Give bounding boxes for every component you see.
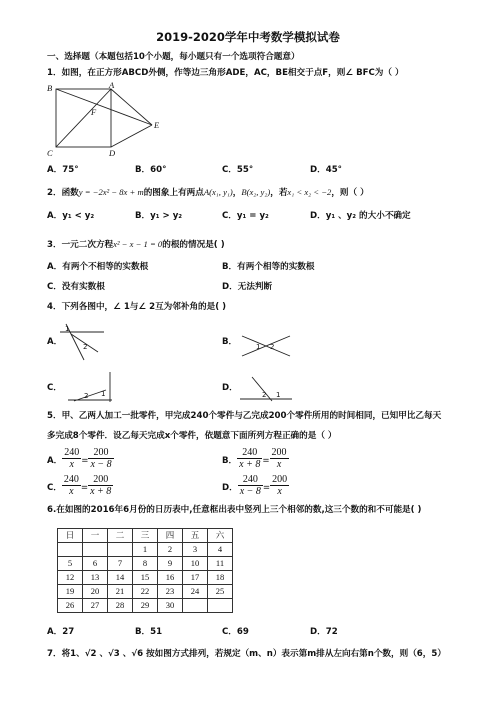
text-value: A． xyxy=(47,456,63,466)
calendar-header-row xyxy=(58,529,233,543)
q1-option-a: A．75° xyxy=(47,165,79,175)
text-value xyxy=(58,543,83,557)
fraction-part xyxy=(88,447,113,470)
q4-figure-d xyxy=(238,375,294,403)
text-value: 23 xyxy=(158,585,183,599)
question-5-line-2: 多完成8个零件．设乙每天完成x个零件，依题意下面所列方程正确的是（ ） xyxy=(47,431,337,441)
text-value: 1 xyxy=(133,543,158,557)
fraction-part xyxy=(62,474,81,497)
text-value: = xyxy=(262,483,271,493)
text-value: 18 xyxy=(208,571,233,585)
q3-text-2: 的根的情况是( ) xyxy=(162,240,225,250)
text-value: 13 xyxy=(83,571,108,585)
q4c-angle-2: 2 xyxy=(84,392,89,400)
text-value xyxy=(208,599,233,613)
text-value: 3 xyxy=(183,543,208,557)
text-value: 21 xyxy=(108,585,133,599)
q1-option-c: C．55° xyxy=(222,165,254,175)
question-3-stem xyxy=(47,239,225,251)
q2-point-b: B(x₂, y₂) xyxy=(241,187,271,197)
calendar-row xyxy=(58,557,233,571)
text-value: 240 xyxy=(64,447,80,458)
text-value: 11 xyxy=(208,557,233,571)
text-value: 17 xyxy=(183,571,208,585)
q4-figure-b xyxy=(240,333,292,359)
q4-figure-c xyxy=(66,370,114,404)
text-value: 22 xyxy=(133,585,158,599)
q4b-angle-1: 1 xyxy=(256,343,261,351)
calendar-header-cell: 五 xyxy=(183,529,208,543)
text-value: x − 8 xyxy=(90,459,112,470)
text-value: 19 xyxy=(58,585,83,599)
question-1-stem: 1．如图，在正方形ABCD外侧，作等边三角形ADE，AC，BE相交于点F，则∠ BFC为（ ） xyxy=(47,68,404,78)
text-value: B． xyxy=(222,456,238,466)
q3-text-1: 3．一元二次方程 xyxy=(47,240,114,250)
text-value xyxy=(183,599,208,613)
q5-option-d xyxy=(222,474,289,497)
label-e: E xyxy=(154,120,160,130)
label-a: A xyxy=(109,82,115,90)
text-value: 8 xyxy=(133,557,158,571)
calendar-header-cell: 一 xyxy=(83,529,108,543)
q4-figure-a xyxy=(58,322,106,362)
text-value: x + 8 xyxy=(90,486,112,497)
text-value: 30 xyxy=(158,599,183,613)
q6-option-d: D．72 xyxy=(310,627,338,637)
q1-option-d: D．45° xyxy=(310,165,342,175)
q4b-angle-2: 2 xyxy=(270,343,275,351)
question-7-stem: 7．将1、√2 、√3 、√6 按如图方式排列，若规定（m、n）表示第m排从左向右第n个数，则（6，5） xyxy=(47,649,446,659)
q2-option-a: A．y₁ < y₂ xyxy=(47,211,95,221)
text-value: 9 xyxy=(158,557,183,571)
q2-option-c: C．y₁ = y₂ xyxy=(222,211,269,221)
q2-condition: x₁ < x₂ < −2 xyxy=(287,187,332,197)
fraction-part xyxy=(62,447,81,470)
q4-option-d: D． xyxy=(222,383,238,393)
page-title: 2019-2020学年中考数学模拟试卷 xyxy=(156,30,340,44)
calendar-header-cell: 三 xyxy=(133,529,158,543)
fraction-part xyxy=(238,474,263,497)
q2-text-3: ，若 xyxy=(270,188,288,198)
text-value xyxy=(83,543,108,557)
q2-text-1: 2．函数 xyxy=(47,188,79,198)
segment-de xyxy=(111,125,152,147)
q2-option-d: D．y₁ 、y₂ 的大小不确定 xyxy=(310,211,411,221)
q4-option-b: B． xyxy=(222,337,238,347)
text-value: 16 xyxy=(158,571,183,585)
section-heading: 一、选择题（本题包括10个小题，每小题只有一个选项符合题意） xyxy=(47,52,300,62)
label-d: D xyxy=(109,148,116,158)
text-value: x xyxy=(69,486,74,497)
text-value: x xyxy=(69,459,74,470)
segment-ae xyxy=(111,89,152,125)
text-value: 15 xyxy=(133,571,158,585)
square-triangle-figure xyxy=(44,82,174,162)
q2-function: y = −2x² − 8x + m xyxy=(78,187,144,197)
text-value: 200 xyxy=(88,474,113,486)
text-value: 7 xyxy=(108,557,133,571)
text-value: 26 xyxy=(58,599,83,613)
text-value: 4 xyxy=(208,543,233,557)
q5-option-a xyxy=(47,447,114,470)
text-value: = xyxy=(81,456,89,466)
text-value: x xyxy=(277,486,282,497)
label-b: B xyxy=(47,83,53,93)
calendar-row xyxy=(58,571,233,585)
text-value: 28 xyxy=(108,599,133,613)
q4c-angle-1: 1 xyxy=(101,390,106,398)
text-value: x + 8 xyxy=(239,459,261,470)
text-value: 10 xyxy=(183,557,208,571)
text-value: 6 xyxy=(83,557,108,571)
q2-option-b: B．y₁ > y₂ xyxy=(135,211,183,221)
calendar-row xyxy=(58,543,233,557)
text-value: D． xyxy=(222,483,238,493)
q2-text-4: ，则（ ） xyxy=(331,188,369,198)
q3-option-c: C．没有实数根 xyxy=(47,282,105,292)
q4d-angle-1: 1 xyxy=(276,391,281,399)
q4a-angle-1: 1 xyxy=(65,325,70,333)
q2-text-2: 的图象上有两点 xyxy=(143,188,204,198)
q1-option-b: B．60° xyxy=(135,165,167,175)
q3-option-b: B．有两个相等的实数根 xyxy=(222,262,315,272)
q4d-angle-2: 2 xyxy=(262,391,267,399)
text-value: 240 xyxy=(63,474,79,485)
text-value: 25 xyxy=(208,585,233,599)
text-value: 20 xyxy=(83,585,108,599)
q5-option-c xyxy=(47,474,113,497)
q3-option-a: A．有两个不相等的实数根 xyxy=(47,262,149,272)
text-value: 240 xyxy=(237,447,262,459)
question-4-stem: 4．下列各图中，∠ 1与∠ 2互为邻补角的是( ) xyxy=(47,302,227,312)
fraction-part xyxy=(270,447,289,470)
calendar-header-cell: 日 xyxy=(58,529,83,543)
fraction-part xyxy=(237,447,262,470)
text-value: 200 xyxy=(271,447,287,458)
label-c: C xyxy=(47,148,53,158)
calendar-table xyxy=(57,528,233,613)
q6-option-a: A．27 xyxy=(47,627,75,637)
text-value: 200 xyxy=(272,474,288,485)
text-value: = xyxy=(262,456,270,466)
calendar-row xyxy=(58,599,233,613)
q4-option-a: A． xyxy=(47,337,63,347)
fraction-part xyxy=(270,474,289,497)
q6-option-b: B．51 xyxy=(135,627,163,637)
question-2-stem: 2．函数y = −2x² − 8x + m的图象上有两点A(x₁, y₁)，B(x₂, y₂)，若x₁ < x₂ < −2，则（ ） xyxy=(47,187,369,198)
text-value: 29 xyxy=(133,599,158,613)
q5-option-b xyxy=(222,447,289,470)
question-5-line-1: 5．甲、乙两人加工一批零件，甲完成240个零件与乙完成200个零件所用的时间相同，已知甲比乙每天 xyxy=(47,411,442,421)
q3-equation: x² − x − 1 = 0 xyxy=(113,239,163,249)
text-value: 27 xyxy=(83,599,108,613)
text-value: = xyxy=(80,483,89,493)
text-value: 200 xyxy=(88,447,113,459)
text-value: 12 xyxy=(58,571,83,585)
text-value: 240 xyxy=(238,474,263,486)
fraction-part xyxy=(88,474,113,497)
text-value: 24 xyxy=(183,585,208,599)
text-value: C． xyxy=(47,483,62,493)
q6-option-c: C．69 xyxy=(222,627,249,637)
q3-option-d: D．无法判断 xyxy=(222,282,273,292)
text-value: 14 xyxy=(108,571,133,585)
calendar-header-cell: 二 xyxy=(108,529,133,543)
q2-point-a: A(x₁, y₁) xyxy=(203,187,233,197)
calendar-row xyxy=(58,585,233,599)
text-value: 5 xyxy=(58,557,83,571)
q4-option-c: C． xyxy=(47,383,62,393)
text-value xyxy=(108,543,133,557)
question-6-stem: 6.在如图的2016年6月份的日历表中,任意框出表中竖列上三个相邻的数,这三个数的和不可能是( ) xyxy=(47,505,422,515)
text-value: x xyxy=(276,459,282,470)
text-value: x − 8 xyxy=(239,486,261,497)
label-f: F xyxy=(91,107,97,117)
calendar-header-cell: 四 xyxy=(158,529,183,543)
calendar-header-cell: 六 xyxy=(208,529,233,543)
diagonal-ac xyxy=(56,89,111,147)
text-value: 2 xyxy=(158,543,183,557)
q4a-angle-2: 2 xyxy=(83,343,88,351)
segment-be xyxy=(56,89,152,125)
